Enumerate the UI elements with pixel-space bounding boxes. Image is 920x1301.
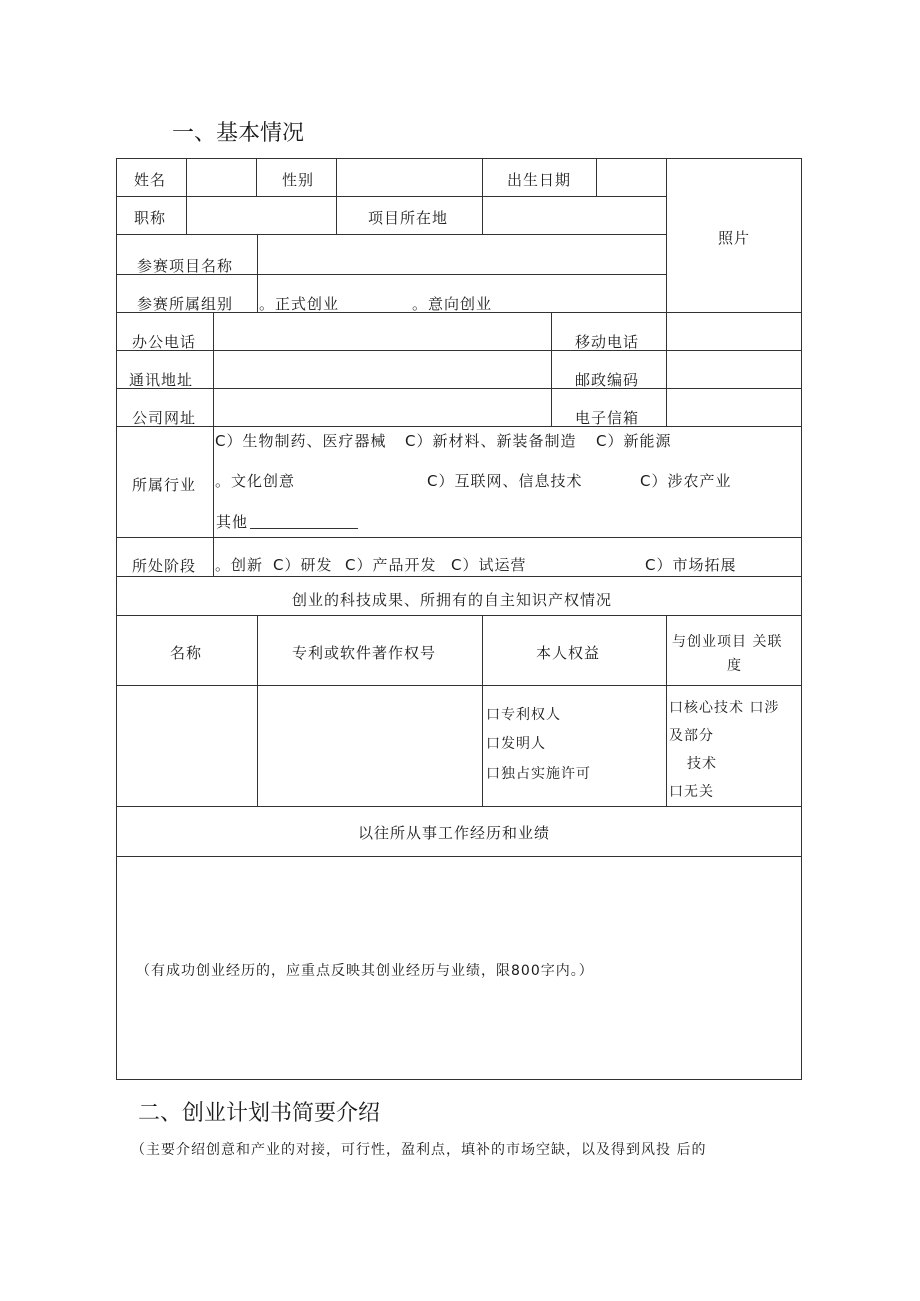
relevance-option-partial-line1[interactable]: 及部分 <box>669 728 714 744</box>
project-name-field[interactable] <box>259 236 665 273</box>
work-section-heading: 以往所从事工作经历和业绩 <box>358 824 551 842</box>
section2-intro: （主要介绍创意和产业的对接，可行性，盈利点，填补的市场空缺，以及得到风投 后的 <box>131 1142 707 1158</box>
ip-col-relevance-line1: 与创业项目 关联 <box>672 634 783 650</box>
industry-option-agriculture[interactable]: C）涉农产业 <box>640 472 732 490</box>
label-birth-date: 出生日期 <box>507 171 572 189</box>
email-field[interactable] <box>668 390 800 425</box>
relevance-option-core[interactable]: 口核心技术 口涉 <box>669 700 780 716</box>
ip-section-heading: 创业的科技成果、所拥有的自主知识产权情况 <box>292 591 613 609</box>
ip-name-cell[interactable] <box>118 687 256 805</box>
industry-other-blank[interactable] <box>250 514 358 529</box>
industry-option-internet[interactable]: C）互联网、信息技术 <box>427 472 583 490</box>
label-address: 通讯地址 <box>129 371 194 389</box>
industry-other[interactable] <box>216 511 358 532</box>
label-photo: 照片 <box>718 229 751 247</box>
postcode-field[interactable] <box>668 352 800 387</box>
industry-option-culture[interactable]: 。文化创意 <box>215 472 296 490</box>
birth-date-field[interactable] <box>598 160 665 195</box>
relevance-option-none[interactable]: 口无关 <box>669 784 714 800</box>
label-website: 公司网址 <box>132 409 197 427</box>
industry-option-new-energy[interactable]: C）新能源 <box>596 432 672 450</box>
ip-col-patent-no: 专利或软件著作权号 <box>292 644 437 662</box>
group-option-formal[interactable]: 。正式创业 <box>259 295 340 313</box>
work-section-note: （有成功创业经历的，应重点反映其创业经历与业绩，限800字内。） <box>136 963 594 979</box>
label-postcode: 邮政编码 <box>575 371 640 389</box>
job-title-field[interactable] <box>188 198 335 233</box>
ip-col-name: 名称 <box>170 644 203 662</box>
mobile-phone-field[interactable] <box>668 314 800 349</box>
label-group: 参赛所属组别 <box>137 295 234 313</box>
label-name: 姓名 <box>134 171 167 189</box>
rights-option-exclusive-license[interactable]: 口独占实施许可 <box>486 766 591 782</box>
rights-option-inventor[interactable]: 口发明人 <box>486 736 546 752</box>
label-project-location: 项目所在地 <box>368 209 449 227</box>
label-stage: 所处阶段 <box>132 557 197 575</box>
stage-option-innovation[interactable]: 。创新 <box>215 556 264 574</box>
ip-col-relevance-line2: 度 <box>727 658 742 674</box>
rights-option-patentee[interactable]: 口专利权人 <box>486 707 561 723</box>
stage-option-market[interactable]: C）市场拓展 <box>645 556 737 574</box>
name-field[interactable] <box>188 160 255 195</box>
stage-option-product-dev[interactable]: C）产品开发 <box>345 556 437 574</box>
industry-other-label: 其他 <box>216 513 249 531</box>
label-job-title: 职称 <box>134 209 167 227</box>
label-mobile-phone: 移动电话 <box>575 333 640 351</box>
website-field[interactable] <box>215 390 550 425</box>
section2-title: 二、创业计划书简要介绍 <box>138 1101 381 1126</box>
address-field[interactable] <box>215 352 550 387</box>
label-email: 电子信箱 <box>575 409 640 427</box>
stage-option-trial[interactable]: C）试运营 <box>451 556 527 574</box>
ip-patent-no-cell[interactable] <box>259 687 481 805</box>
label-project-name: 参赛项目名称 <box>137 257 234 275</box>
stage-option-rnd[interactable]: C）研发 <box>273 556 333 574</box>
office-phone-field[interactable] <box>215 314 550 349</box>
group-option-intended[interactable]: 。意向创业 <box>412 295 493 313</box>
industry-option-biopharma[interactable]: C）生物制药、医疗器械 <box>215 432 387 450</box>
photo-box[interactable] <box>668 160 800 311</box>
label-industry: 所属行业 <box>132 476 197 494</box>
section1-title: 一、基本情况 <box>172 121 305 146</box>
label-gender: 性别 <box>282 171 315 189</box>
gender-field[interactable] <box>338 160 481 195</box>
project-location-field[interactable] <box>484 198 665 233</box>
industry-option-new-materials[interactable]: C）新材料、新装备制造 <box>405 432 577 450</box>
ip-col-rights: 本人权益 <box>536 644 601 662</box>
relevance-option-partial-line2: 技术 <box>687 756 717 772</box>
label-office-phone: 办公电话 <box>132 333 197 351</box>
